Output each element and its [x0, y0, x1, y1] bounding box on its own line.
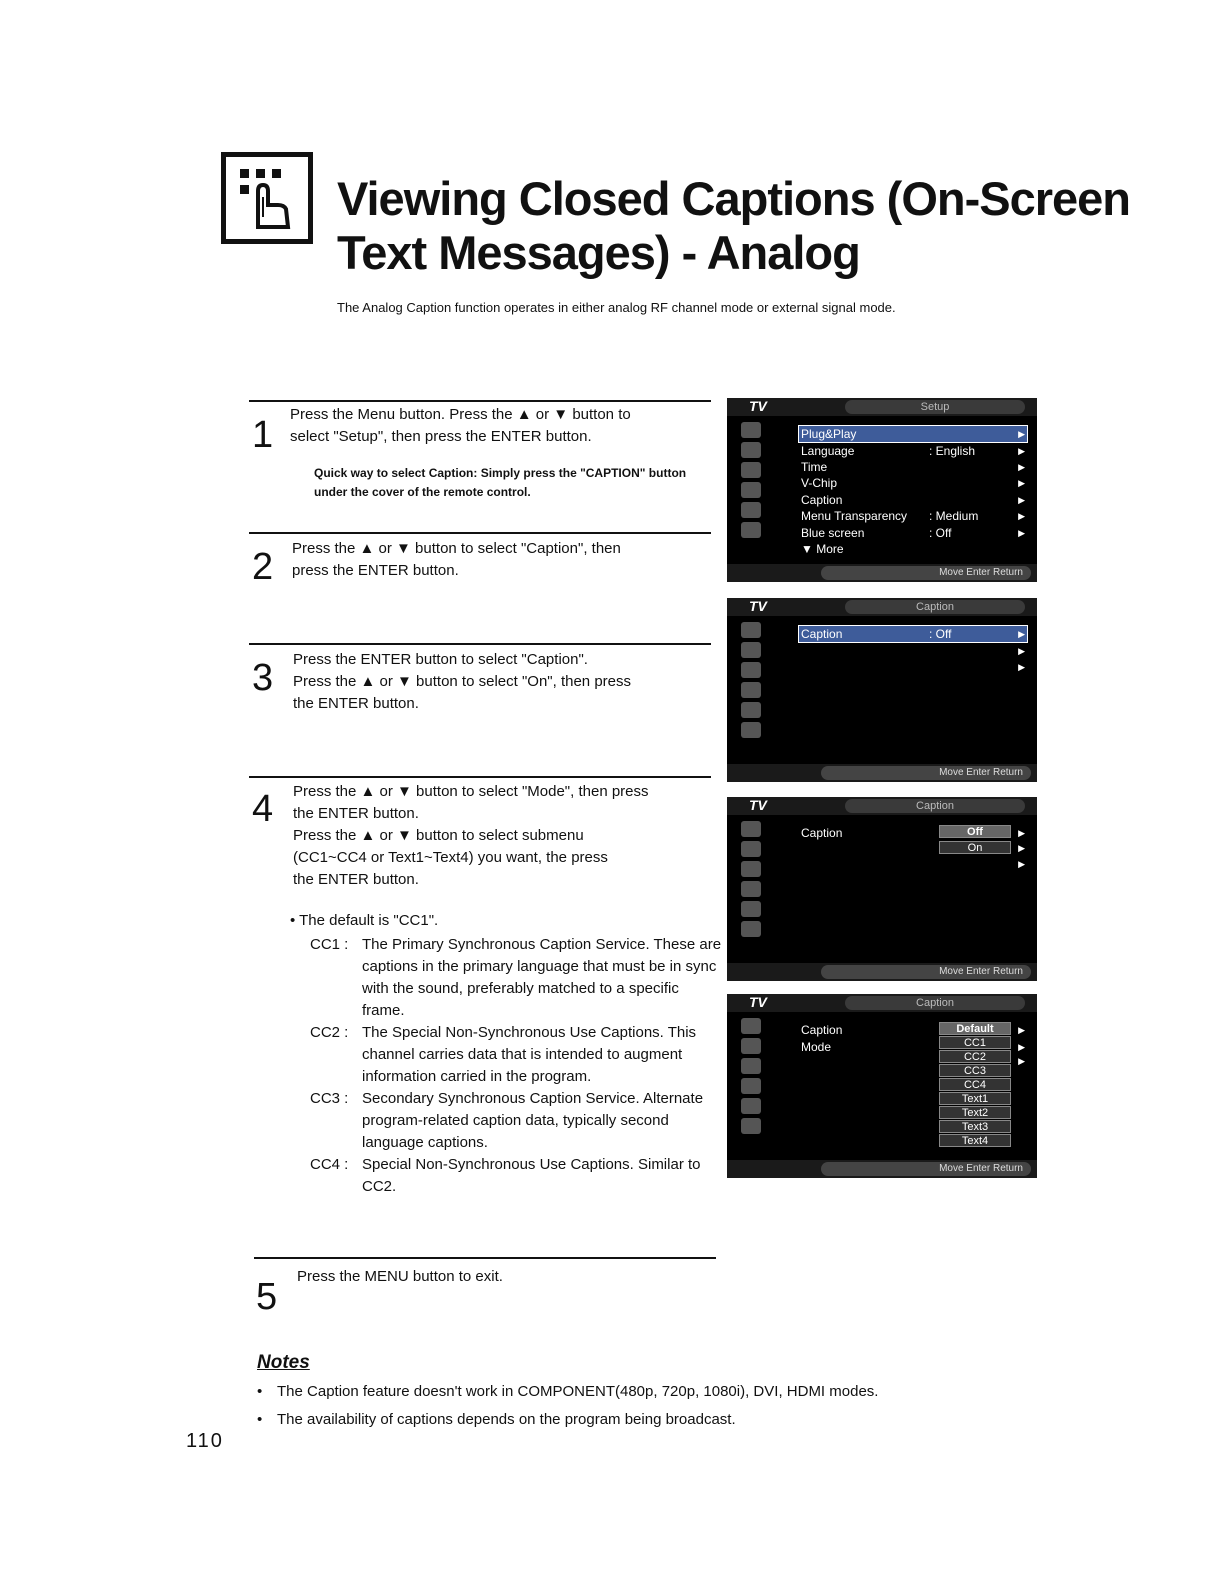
menu-sidebar-icons: [741, 622, 769, 742]
step-5-rule: [254, 1257, 716, 1259]
menu-item-value: : English: [929, 444, 976, 458]
menu-sidebar-icons: [741, 422, 769, 542]
title-line-2: Text Messages) - Analog: [337, 226, 860, 279]
menu-item-bluescreen[interactable]: [799, 525, 1027, 541]
picture-icon: [741, 622, 761, 638]
step-2-line: Press the ▲ or ▼ button to select "Caption", then: [292, 540, 621, 557]
input-icon: [741, 702, 761, 718]
tv-bottom-bar: [727, 1160, 1037, 1178]
setup-icon: [741, 1078, 761, 1094]
cc-key: CC4 :: [310, 1156, 349, 1173]
picture-icon: [741, 821, 761, 837]
tv-icon: [741, 921, 761, 937]
step-4-line: Press the ▲ or ▼ button to select "Mode", then press: [293, 783, 649, 800]
menu-item-vchip[interactable]: [799, 475, 1027, 491]
navigation-hints: Move Enter Return: [821, 965, 1031, 979]
step-1-number: 1: [252, 414, 274, 456]
tv-bottom-bar: [727, 564, 1037, 582]
menu-item-label: V-Chip: [801, 476, 838, 490]
cc-definitions: [290, 910, 730, 1198]
sound-icon: [741, 1038, 761, 1054]
tv-logo: TV: [749, 994, 767, 1010]
cc-desc: Special Non-Synchronous Use Captions. Similar to CC2.: [362, 1156, 701, 1195]
menu-item-label: Caption: [801, 1023, 843, 1037]
menu-item-label: Blue screen: [801, 526, 865, 540]
tv-screen-caption-off: [727, 598, 1037, 782]
arrow-right-icon: ▶: [1018, 646, 1025, 656]
arrow-right-icon: ▶: [1018, 462, 1025, 472]
page-number: 110: [186, 1430, 224, 1452]
cc-key: CC2 :: [310, 1024, 349, 1041]
tv-screen-setup: [727, 398, 1037, 582]
menu-item-caption[interactable]: [799, 626, 1027, 642]
step-4-number: 4: [252, 788, 274, 830]
step-4-line: (CC1~CC4 or Text1~Text4) you want, the press: [293, 849, 608, 866]
note-item: • The Caption feature doesn't work in COMPONENT(480p, 720p, 1080i), DVI, HDMI modes.: [257, 1378, 878, 1406]
tv-screen-caption-mode: [727, 994, 1037, 1178]
step-1-line: Press the Menu button. Press the ▲ or ▼ button to: [290, 406, 631, 423]
menu-item-value: : Medium: [929, 509, 979, 523]
arrow-right-icon: ▶: [1018, 859, 1025, 869]
menu-item-label: ▼ More: [801, 542, 844, 556]
step-1-rule: [249, 400, 711, 402]
cc-desc: The Special Non-Synchronous Use Captions. This channel carries data that is intended to augment information carried in the program.: [362, 1024, 697, 1085]
tv-logo: TV: [749, 598, 767, 614]
step-4-line: the ENTER button.: [293, 805, 419, 822]
page-title: [337, 172, 1137, 280]
tv-icon: [741, 722, 761, 738]
setup-icon: [741, 682, 761, 698]
arrow-right-icon: ▶: [1018, 478, 1025, 488]
arrow-right-icon: ▶: [1018, 662, 1025, 672]
arrow-right-icon: ▶: [1018, 828, 1025, 838]
cc-item: [290, 1022, 730, 1088]
arrow-right-icon: ▶: [1018, 1056, 1025, 1066]
menu-item-value: : Off: [929, 526, 952, 540]
step-3-number: 3: [252, 657, 274, 699]
menu-item-caption[interactable]: [799, 492, 1027, 508]
menu-tab-caption: Caption: [845, 799, 1025, 813]
menu-tab-setup: Setup: [845, 400, 1025, 414]
input-icon: [741, 901, 761, 917]
step-3-line: Press the ▲ or ▼ button to select "On", then press: [293, 673, 631, 690]
arrow-right-icon: ▶: [1018, 495, 1025, 505]
channel-icon: [741, 861, 761, 877]
navigation-hints: Move Enter Return: [821, 1162, 1031, 1176]
step-1-line: select "Setup", then press the ENTER button.: [290, 428, 592, 445]
menu-sidebar-icons: [741, 821, 769, 941]
tv-screen-caption-onoff: [727, 797, 1037, 981]
option-on[interactable]: On: [939, 841, 1011, 854]
step-4-line: the ENTER button.: [293, 871, 419, 888]
setup-icon: [741, 482, 761, 498]
step-3-line: Press the ENTER button to select "Caption".: [293, 651, 588, 668]
arrow-right-icon: ▶: [1018, 1025, 1025, 1035]
picture-icon: [741, 422, 761, 438]
menu-item-label: Plug&Play: [801, 427, 857, 441]
step-5-line: Press the MENU button to exit.: [297, 1268, 503, 1285]
menu-tab-caption: Caption: [845, 600, 1025, 614]
cc-key: CC1 :: [310, 936, 349, 953]
step-4-line: Press the ▲ or ▼ button to select submenu: [293, 827, 584, 844]
menu-sidebar-icons: [741, 1018, 769, 1138]
option-text1[interactable]: Text1: [939, 1092, 1011, 1105]
note-item: • The availability of captions depends on the program being broadcast.: [257, 1406, 878, 1434]
tv-icon: [741, 1118, 761, 1134]
tv-bottom-bar: [727, 963, 1037, 981]
tv-icon: [741, 522, 761, 538]
sound-icon: [741, 841, 761, 857]
sound-icon: [741, 442, 761, 458]
step-5-number: 5: [256, 1276, 278, 1318]
menu-item-transparency[interactable]: [799, 508, 1027, 524]
cc-item: [290, 934, 730, 1022]
menu-item-more[interactable]: [799, 541, 1027, 557]
menu-item-label: Caption: [801, 493, 843, 507]
navigation-hints: Move Enter Return: [821, 766, 1031, 780]
menu-item-label: Mode: [801, 1040, 832, 1054]
menu-item-label: Caption: [801, 627, 843, 641]
arrow-right-icon: ▶: [1018, 429, 1025, 439]
arrow-right-icon: ▶: [1018, 629, 1025, 639]
step-3-line: the ENTER button.: [293, 695, 419, 712]
option-text2[interactable]: Text2: [939, 1106, 1011, 1119]
channel-icon: [741, 662, 761, 678]
step-4-rule: [249, 776, 711, 778]
menu-item-label: Menu Transparency: [801, 509, 908, 523]
default-note: • The default is "CC1".: [290, 912, 439, 929]
cc-item: [290, 1088, 730, 1154]
step-1-text: [290, 404, 710, 448]
setup-icon: [741, 881, 761, 897]
quick-tip-line: Quick way to select Caption: Simply press the "CAPTION" button: [314, 466, 687, 480]
cc-key: CC3 :: [310, 1090, 349, 1107]
arrow-right-icon: ▶: [1018, 528, 1025, 538]
menu-item-label: Language: [801, 444, 855, 458]
title-line-1: Viewing Closed Captions (On-Screen: [337, 172, 1130, 225]
option-cc2[interactable]: CC2: [939, 1050, 1011, 1063]
menu-item-time[interactable]: [799, 459, 1027, 475]
menu-tab-caption: Caption: [845, 996, 1025, 1010]
option-text4[interactable]: Text4: [939, 1134, 1011, 1147]
step-5-text: [297, 1266, 717, 1288]
menu-item-value: : Off: [929, 627, 952, 641]
tv-bottom-bar: [727, 764, 1037, 782]
step-2-text: [292, 538, 712, 582]
tv-logo: TV: [749, 398, 767, 414]
tv-logo: TV: [749, 797, 767, 813]
menu-item-plugplay[interactable]: [799, 426, 1027, 442]
option-cc3[interactable]: CC3: [939, 1064, 1011, 1077]
sound-icon: [741, 642, 761, 658]
cc-desc: Secondary Synchronous Caption Service. Alternate program-related caption data, typically second language captions.: [362, 1090, 704, 1151]
cc-item: [290, 1154, 730, 1198]
option-default[interactable]: Default: [939, 1022, 1011, 1035]
input-icon: [741, 502, 761, 518]
quick-tip: [314, 464, 694, 502]
option-cc4[interactable]: CC4: [939, 1078, 1011, 1091]
option-cc1[interactable]: CC1: [939, 1036, 1011, 1049]
menu-item-label: Caption: [801, 826, 843, 840]
channel-icon: [741, 462, 761, 478]
arrow-right-icon: ▶: [1018, 446, 1025, 456]
page-subtitle: The Analog Caption function operates in either analog RF channel mode or external signal mode.: [337, 300, 896, 315]
navigation-hints: Move Enter Return: [821, 566, 1031, 580]
step-4-text: [293, 781, 723, 891]
picture-icon: [741, 1018, 761, 1034]
step-3-text: [293, 649, 713, 715]
arrow-right-icon: ▶: [1018, 843, 1025, 853]
step-2-number: 2: [252, 546, 274, 588]
quick-tip-line: under the cover of the remote control.: [314, 485, 531, 499]
menu-item-label: Time: [801, 460, 828, 474]
step-3-rule: [249, 643, 711, 645]
input-icon: [741, 1098, 761, 1114]
cc-desc: The Primary Synchronous Caption Service. These are captions in the primary language that must be in sync with the sound, preferably matched to a specific frame.: [362, 936, 722, 1019]
step-2-line: press the ENTER button.: [292, 562, 459, 579]
arrow-right-icon: ▶: [1018, 511, 1025, 521]
option-text3[interactable]: Text3: [939, 1120, 1011, 1133]
notes-heading: Notes: [257, 1352, 310, 1373]
arrow-right-icon: ▶: [1018, 1042, 1025, 1052]
channel-icon: [741, 1058, 761, 1074]
notes-list: [257, 1378, 878, 1434]
menu-item-language[interactable]: [799, 443, 1027, 459]
hand-icon: [221, 152, 313, 244]
step-2-rule: [249, 532, 711, 534]
option-off[interactable]: Off: [939, 825, 1011, 838]
